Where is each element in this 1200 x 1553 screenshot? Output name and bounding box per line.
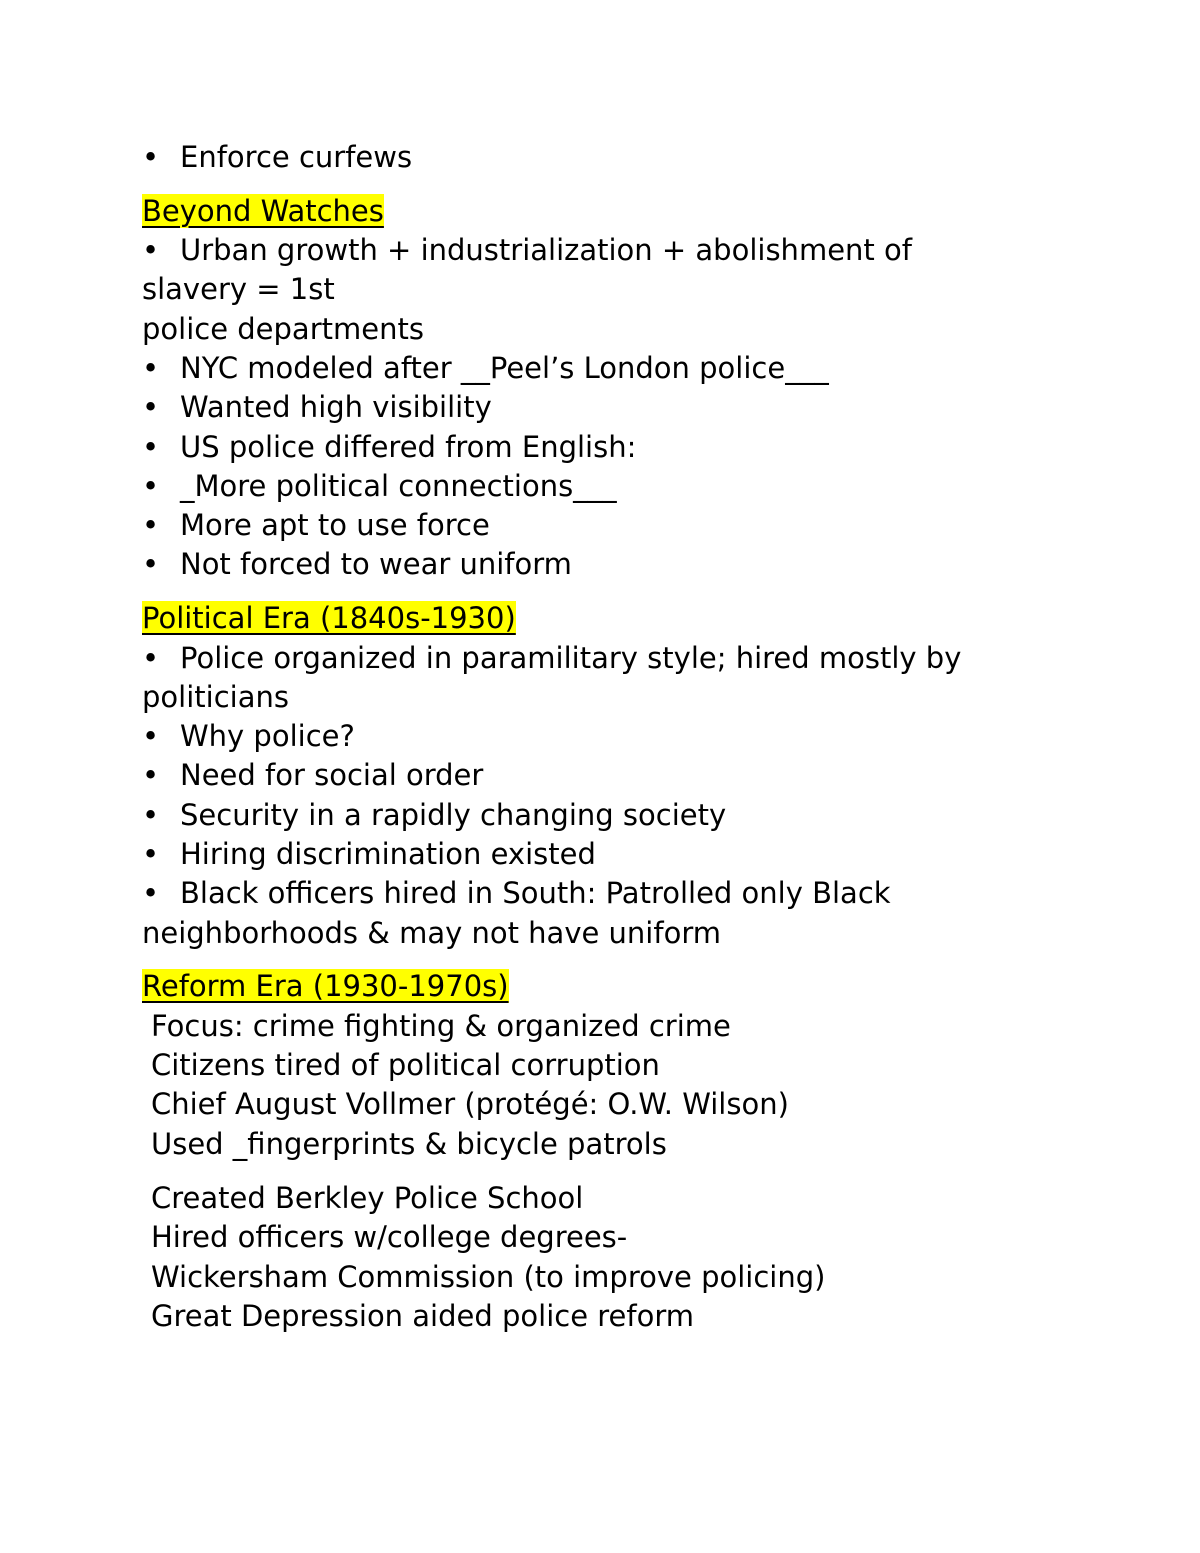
bullet: •	[142, 837, 160, 872]
bullet: •	[142, 797, 160, 832]
document-page	[142, 138, 1102, 1336]
section-heading-beyond-watches: Beyond Watches	[142, 193, 384, 228]
list-item	[142, 717, 1102, 756]
list-item-text: _More political connections___	[180, 468, 617, 503]
bullet: •	[142, 350, 160, 385]
text-line: politicians	[142, 679, 289, 714]
text-line: slavery = 1st	[142, 272, 335, 307]
list-item	[142, 506, 1102, 545]
text-line: Wickersham Commission (to improve policing)	[151, 1259, 826, 1294]
list-item-text: US police differed from English:	[180, 429, 637, 464]
list-item-text: Need for social order	[180, 758, 484, 793]
list-item	[142, 545, 1102, 584]
section-heading-political-era: Political Era (1840s-1930)	[142, 601, 516, 636]
text-line: Great Depression aided police reform	[151, 1298, 694, 1333]
list-item	[142, 388, 1102, 427]
bullet: •	[142, 233, 160, 268]
list-item	[142, 796, 1102, 835]
section-heading-reform-era: Reform Era (1930-1970s)	[142, 969, 509, 1004]
bullet: •	[142, 508, 160, 543]
list-item-text: Enforce curfews	[180, 140, 413, 174]
text-line: Chief August Vollmer (protégé: O.W. Wilson)	[151, 1087, 789, 1122]
bullet: •	[142, 547, 160, 582]
text-line: neighborhoods & may not have uniform	[142, 915, 721, 950]
bullet: •	[142, 876, 160, 911]
list-item	[142, 874, 1102, 913]
list-item	[142, 428, 1102, 467]
list-item-text: Hiring discrimination existed	[180, 837, 596, 872]
text-line: police departments	[142, 311, 424, 346]
list-item	[142, 639, 1102, 678]
bullet: •	[142, 719, 160, 754]
list-item	[142, 835, 1102, 874]
list-item	[142, 231, 1102, 270]
bullet: •	[142, 429, 160, 464]
list-item-text: Urban growth + industrialization + abolishment of	[180, 233, 912, 268]
bullet: •	[142, 468, 160, 503]
list-item-text: Why police?	[180, 719, 355, 754]
list-item-text: More apt to use force	[180, 508, 490, 543]
list-item-text: Not forced to wear uniform	[180, 547, 572, 582]
list-item-text: Security in a rapidly changing society	[180, 797, 727, 832]
bullet: •	[142, 390, 160, 425]
list-item	[142, 467, 1102, 506]
text-line: Hired officers w/college degrees-	[151, 1220, 628, 1255]
list-item-text: Wanted high visibility	[180, 390, 492, 425]
text-line: Created Berkley Police School	[151, 1180, 584, 1215]
list-item-text: Police organized in paramilitary style; hired mostly by	[180, 640, 962, 675]
text-line: Focus: crime fighting & organized crime	[151, 1008, 731, 1043]
list-item-text: NYC modeled after __Peel’s London police___	[180, 350, 829, 385]
bullet: •	[142, 640, 160, 675]
list-item	[142, 349, 1102, 388]
text-line: Citizens tired of political corruption	[151, 1048, 660, 1083]
list-item-text: Black officers hired in South: Patrolled only Black	[180, 876, 891, 911]
bullet: •	[142, 758, 160, 793]
text-line: Used _fingerprints & bicycle patrols	[151, 1126, 667, 1161]
list-item	[142, 138, 1102, 177]
list-item	[142, 756, 1102, 795]
bullet: •	[142, 140, 160, 174]
